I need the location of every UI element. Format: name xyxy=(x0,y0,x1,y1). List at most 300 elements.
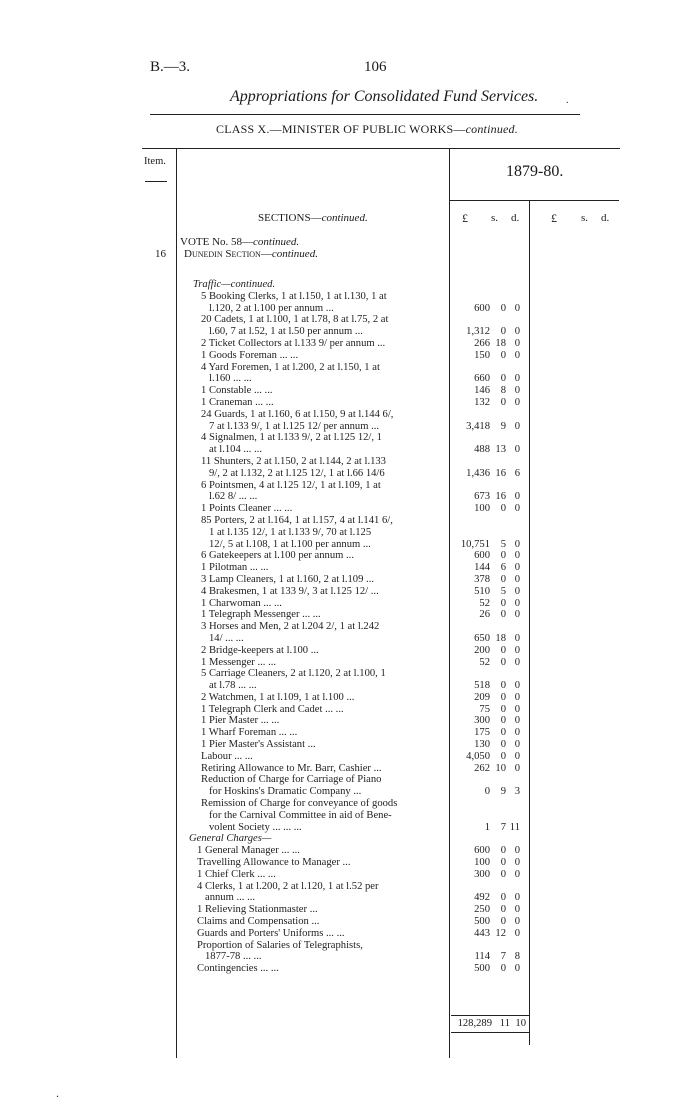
amount-pence: 3 xyxy=(514,786,520,798)
col1-pence-header: d. xyxy=(511,212,520,224)
amount-shillings: 0 xyxy=(500,868,506,880)
total-rule-bottom xyxy=(451,1032,529,1033)
amount-shillings: 0 xyxy=(500,727,506,739)
item-text-line: 4 Clerks, 1 at l.200, 2 at l.120, 1 at l.52 per xyxy=(197,880,379,892)
amount-pence: 0 xyxy=(514,762,520,774)
item-amount xyxy=(454,338,524,350)
amount-shillings: 0 xyxy=(500,644,506,656)
amount-pence: 0 xyxy=(514,573,520,585)
item-text-line: Reduction of Charge for Carriage of Piano xyxy=(201,774,382,786)
amount-pounds: 300 xyxy=(474,715,490,727)
amount-pence: 0 xyxy=(514,892,520,904)
decorative-mark: . xyxy=(566,95,569,106)
item-text-line: Travelling Allowance to Manager ... xyxy=(197,857,351,869)
item-text-line: 1 Wharf Foreman ... ... xyxy=(201,727,298,739)
amount-pounds: 492 xyxy=(474,892,490,904)
item-text-line: l.160 ... ... xyxy=(209,373,252,385)
amount-pounds: 443 xyxy=(474,927,490,939)
amount-shillings: 7 xyxy=(500,951,506,963)
amount-pence: 0 xyxy=(514,927,520,939)
amount-pence: 0 xyxy=(514,585,520,597)
total-rule-top xyxy=(451,1015,529,1016)
item-text-line: 1 Chief Clerk ... ... xyxy=(197,868,276,880)
amount-shillings: 7 xyxy=(500,821,506,833)
amount-pounds: 650 xyxy=(474,632,490,644)
list-item xyxy=(187,361,520,386)
item-amount xyxy=(454,727,524,739)
item-amount xyxy=(454,680,524,692)
amount-shillings: 0 xyxy=(500,396,506,408)
item-rule xyxy=(145,181,167,182)
item-amount xyxy=(454,598,524,610)
section-cont: continued. xyxy=(271,248,318,260)
item-text-line: 4 Brakesmen, 1 at 133 9/, 3 at l.125 12/ ... xyxy=(201,585,379,597)
amount-pence: 0 xyxy=(514,302,520,314)
item-amount xyxy=(454,916,524,928)
item-text-line: 5 Booking Clerks, 1 at l.150, 1 at l.130, 1 at xyxy=(201,290,387,302)
table-top-rule xyxy=(142,148,620,149)
amount-shillings: 0 xyxy=(500,656,506,668)
amount-shillings: 10 xyxy=(495,762,506,774)
item-text-line: 1 Craneman ... ... xyxy=(201,396,274,408)
item-text-line: Retiring Allowance to Mr. Barr, Cashier ... xyxy=(201,762,382,774)
amount-pence: 0 xyxy=(514,739,520,751)
item-text-line: Traffic—continued. xyxy=(193,279,276,290)
amount-shillings: 0 xyxy=(500,916,506,928)
vote-label: VOTE No. 58— xyxy=(180,236,254,248)
item-number: 16 xyxy=(155,248,166,260)
amount-shillings: 0 xyxy=(500,845,506,857)
item-text-line: 4 Yard Foremen, 1 at l.200, 2 at l.150, 1 at xyxy=(201,361,380,373)
item-amount xyxy=(454,715,524,727)
item-text-line: 1 Pier Master's Assistant ... xyxy=(201,739,316,751)
amount-shillings: 0 xyxy=(500,550,506,562)
item-text-line: Proportion of Salaries of Telegraphists, xyxy=(197,939,363,951)
amount-pence: 0 xyxy=(514,562,520,574)
item-text-line: 3 Horses and Men, 2 at l.204 2/, 1 at l.242 xyxy=(201,621,380,633)
item-amount xyxy=(454,444,524,456)
amount-pounds: 266 xyxy=(474,337,490,349)
item-amount xyxy=(454,586,524,598)
amount-shillings: 0 xyxy=(500,373,506,385)
list-item xyxy=(187,868,520,881)
page-id: B.—3. xyxy=(150,59,191,75)
item-text-line: 6 Pointsmen, 4 at l.125 12/, 1 at l.109, 1 at xyxy=(201,479,381,491)
amount-pounds: 300 xyxy=(474,868,490,880)
total-pence: 10 xyxy=(515,1018,526,1029)
list-item xyxy=(187,432,520,456)
amount-shillings: 13 xyxy=(495,444,506,456)
amount-pence: 0 xyxy=(514,963,520,975)
list-item xyxy=(187,880,520,905)
item-text-line: 14/ ... ... xyxy=(209,632,244,644)
amount-shillings: 6 xyxy=(500,562,506,574)
list-item xyxy=(187,503,520,515)
item-text-line: 1 at l.135 12/, 1 at l.133 9/, 70 at l.125 xyxy=(209,526,372,538)
list-item xyxy=(187,739,520,751)
item-text-line: 24 Guards, 1 at l.160, 6 at l.150, 9 at l.144 6/, xyxy=(201,408,394,420)
amount-pounds: 378 xyxy=(474,573,490,585)
amount-shillings: 0 xyxy=(500,609,506,621)
section-heading xyxy=(184,248,318,260)
list-item xyxy=(187,715,520,727)
item-text-line: 4 Signalmen, 1 at l.133 9/, 2 at l.125 12/, 1 xyxy=(201,432,382,444)
section-label: Dunedin Section— xyxy=(184,248,272,260)
amount-shillings: 0 xyxy=(500,857,506,869)
item-text-line: annum ... ... xyxy=(205,892,256,904)
item-amount xyxy=(454,373,524,385)
item-amount xyxy=(454,385,524,397)
item-amount xyxy=(454,869,524,881)
amount-pence: 0 xyxy=(514,550,520,562)
item-header: Item. xyxy=(144,156,166,167)
amount-shillings: 8 xyxy=(500,385,506,397)
amount-pence: 0 xyxy=(514,326,520,338)
vote-heading xyxy=(180,236,299,248)
item-text-line: 1 General Manager ... ... xyxy=(197,845,300,857)
item-text-line: 1 Pier Master ... ... xyxy=(201,715,280,727)
amount-pence: 0 xyxy=(514,444,520,456)
amount-pence: 0 xyxy=(514,609,520,621)
amount-shillings: 0 xyxy=(500,739,506,751)
list-item xyxy=(187,857,520,869)
list-item xyxy=(187,455,520,480)
item-text-line: 1 Telegraph Clerk and Cadet ... ... xyxy=(201,703,344,715)
item-text-line: 1877-78 ... ... xyxy=(205,951,262,963)
class-heading-text: CLASS X.—MINISTER OF PUBLIC WORKS— xyxy=(216,122,466,136)
amount-pence: 0 xyxy=(514,727,520,739)
item-amount xyxy=(454,928,524,940)
item-amount xyxy=(454,892,524,904)
amount-pence: 0 xyxy=(514,503,520,515)
item-amount xyxy=(454,822,524,834)
list-item xyxy=(187,845,520,857)
amount-pounds: 250 xyxy=(474,904,490,916)
item-amount xyxy=(454,421,524,433)
amount-pence: 6 xyxy=(514,467,520,479)
amount-pounds: 510 xyxy=(474,585,490,597)
list-item xyxy=(187,585,520,598)
col1-shillings-header: s. xyxy=(491,212,499,224)
amount-pence: 0 xyxy=(514,632,520,644)
amount-pounds: 150 xyxy=(474,349,490,361)
list-item xyxy=(187,750,520,763)
amount-pounds: 4,050 xyxy=(466,750,490,762)
amount-shillings: 18 xyxy=(495,632,506,644)
item-text-line: for the Carnival Committee in aid of Bene- xyxy=(209,809,392,821)
amount-col-divider-1 xyxy=(449,148,450,1058)
amount-col-divider-2 xyxy=(529,200,530,1045)
item-amount xyxy=(454,645,524,657)
item-text-line: 20 Cadets, 1 at l.100, 1 at l.78, 8 at l.75, 2 at xyxy=(201,314,389,326)
item-text-line: 9/, 2 at l.132, 2 at l.125 12/, 1 at l.66 14/6 xyxy=(209,467,385,479)
amount-pounds: 3,418 xyxy=(466,420,490,432)
amount-pence: 0 xyxy=(514,644,520,656)
list-item xyxy=(187,904,520,916)
item-amount xyxy=(454,562,524,574)
amount-pence: 0 xyxy=(514,868,520,880)
amount-pounds: 144 xyxy=(474,562,490,574)
list-item xyxy=(187,597,520,610)
year-rule xyxy=(449,200,619,201)
list-item xyxy=(187,727,520,739)
total-amount xyxy=(450,1018,530,1029)
item-amount xyxy=(454,692,524,704)
list-item xyxy=(187,609,520,621)
item-amount xyxy=(454,539,524,551)
amount-shillings: 9 xyxy=(500,786,506,798)
sections-label: SECTIONS— xyxy=(258,212,322,224)
amount-shillings: 5 xyxy=(500,538,506,550)
item-text-line: 11 Shunters, 2 at l.150, 2 at l.144, 2 at l.133 xyxy=(201,455,386,467)
list-item xyxy=(187,762,520,775)
col2-pounds-header: £ xyxy=(551,211,557,225)
amount-pence: 0 xyxy=(514,691,520,703)
amount-pounds: 1 xyxy=(484,821,490,833)
amount-shillings: 0 xyxy=(500,691,506,703)
item-text-line: Remission of Charge for conveyance of goods xyxy=(201,798,398,810)
item-amount xyxy=(454,845,524,857)
item-amount xyxy=(454,763,524,775)
amount-pence: 0 xyxy=(514,715,520,727)
item-text-line: at l.78 ... ... xyxy=(209,680,257,692)
list-item xyxy=(187,573,520,586)
amount-pounds: 52 xyxy=(479,597,490,609)
amount-shillings: 5 xyxy=(500,585,506,597)
amount-shillings: 12 xyxy=(495,927,506,939)
amount-pounds: 488 xyxy=(474,444,490,456)
item-text-line: 5 Carriage Cleaners, 2 at l.120, 2 at l.100, 1 xyxy=(201,668,386,680)
item-text-line: 12/, 5 at l.108, 1 at l.100 per annum ... xyxy=(209,538,371,550)
amount-shillings: 0 xyxy=(500,703,506,715)
amount-shillings: 0 xyxy=(500,326,506,338)
item-text-line: Guards and Porters' Uniforms ... ... xyxy=(197,927,345,939)
col2-pence-header: d. xyxy=(601,212,610,224)
list-item xyxy=(187,479,520,504)
col2-shillings-header: s. xyxy=(581,212,589,224)
list-item xyxy=(187,337,520,350)
amount-pounds: 114 xyxy=(474,951,490,963)
amount-pounds: 0 xyxy=(484,786,490,798)
amount-pence: 0 xyxy=(514,916,520,928)
amount-pence: 0 xyxy=(514,656,520,668)
amount-shillings: 16 xyxy=(495,467,506,479)
item-amount xyxy=(454,963,524,975)
amount-pounds: 26 xyxy=(479,609,490,621)
list-item xyxy=(187,314,520,338)
amount-pounds: 100 xyxy=(474,503,490,515)
amount-pounds: 130 xyxy=(474,739,490,751)
amount-shillings: 0 xyxy=(500,349,506,361)
amount-shillings: 0 xyxy=(500,597,506,609)
list-item xyxy=(187,939,520,964)
list-item xyxy=(187,385,520,397)
item-text-line: Contingencies ... ... xyxy=(197,963,279,975)
item-text-line: 1 Charwoman ... ... xyxy=(201,597,282,609)
vote-cont: continued. xyxy=(253,236,300,248)
list-item xyxy=(187,691,520,704)
total-pounds: 128,289 xyxy=(457,1018,492,1029)
amount-pence: 0 xyxy=(514,857,520,869)
item-col-divider xyxy=(176,148,177,1058)
item-text-line: l.62 8/ ... ... xyxy=(209,491,258,503)
list-item xyxy=(187,396,520,409)
amount-shillings: 18 xyxy=(495,337,506,349)
amount-pence: 0 xyxy=(514,680,520,692)
amount-pence: 0 xyxy=(514,385,520,397)
amount-pounds: 673 xyxy=(474,491,490,503)
amount-pence: 0 xyxy=(514,491,520,503)
total-shillings: 11 xyxy=(499,1018,510,1029)
amount-pounds: 660 xyxy=(474,373,490,385)
amount-shillings: 9 xyxy=(500,420,506,432)
amount-pounds: 146 xyxy=(474,385,490,397)
class-heading xyxy=(216,122,518,137)
item-text-line: 85 Porters, 2 at l.164, 1 at l.157, 4 at l.141 6/, xyxy=(201,514,393,526)
col1-pounds-header: £ xyxy=(462,211,468,225)
amount-shillings: 0 xyxy=(500,680,506,692)
item-amount xyxy=(454,704,524,716)
page-number: 106 xyxy=(364,59,387,75)
item-text-line: 1 Constable ... ... xyxy=(201,385,273,397)
list-item xyxy=(187,562,520,574)
item-text-line: at l.104 ... ... xyxy=(209,444,262,456)
list-item xyxy=(187,668,520,692)
list-item xyxy=(187,774,520,798)
list-item xyxy=(187,644,520,657)
amount-pounds: 10,751 xyxy=(460,538,490,550)
item-text-line: 1 Messenger ... ... xyxy=(201,656,277,668)
amount-pounds: 500 xyxy=(474,916,490,928)
list-item xyxy=(187,703,520,716)
amount-pounds: 1,436 xyxy=(466,467,490,479)
item-text-line: 1 Pilotman ... ... xyxy=(201,562,269,574)
page-title: Appropriations for Consolidated Fund Services. xyxy=(230,88,539,105)
item-amount xyxy=(454,739,524,751)
sections-heading xyxy=(258,212,368,224)
item-amount xyxy=(454,468,524,480)
item-amount xyxy=(454,609,524,621)
list-item xyxy=(187,916,520,928)
margin-mark: . xyxy=(56,1086,59,1100)
amount-pence: 0 xyxy=(514,845,520,857)
amount-pounds: 100 xyxy=(474,857,490,869)
item-amount xyxy=(454,303,524,315)
item-text-line: 1 Telegraph Messenger ... ... xyxy=(201,609,321,621)
amount-shillings: 0 xyxy=(500,573,506,585)
item-amount xyxy=(454,550,524,562)
item-text-line: 2 Watchmen, 1 at l.109, 1 at l.100 ... xyxy=(201,691,355,703)
item-text-line: for Hoskins's Dramatic Company ... xyxy=(209,786,362,798)
item-amount xyxy=(454,857,524,869)
amount-pence: 0 xyxy=(514,373,520,385)
amount-shillings: 0 xyxy=(500,302,506,314)
amount-pounds: 600 xyxy=(474,302,490,314)
amount-pounds: 209 xyxy=(474,691,490,703)
item-amount xyxy=(454,503,524,515)
class-heading-cont: continued. xyxy=(465,122,518,136)
item-text-line: General Charges— xyxy=(189,833,272,845)
amount-shillings: 0 xyxy=(500,904,506,916)
list-item xyxy=(187,963,520,975)
item-text-line: 2 Bridge-keepers at l.100 ... xyxy=(201,644,319,656)
item-text-line: 2 Ticket Collectors at l.133 9/ per annum ... xyxy=(201,337,386,349)
amount-shillings: 0 xyxy=(500,963,506,975)
amount-pence: 8 xyxy=(514,951,520,963)
item-text-line: 7 at l.133 9/, 1 at l.125 12/ per annum ... xyxy=(209,420,380,432)
amount-shillings: 16 xyxy=(495,491,506,503)
item-text-line: Claims and Compensation ... xyxy=(197,916,320,928)
item-amount xyxy=(454,397,524,409)
item-text-line: l.120, 2 at l.100 per annum ... xyxy=(209,302,334,314)
list-item xyxy=(187,656,520,669)
amount-pounds: 52 xyxy=(479,656,490,668)
amount-pence: 0 xyxy=(514,703,520,715)
sections-cont: continued. xyxy=(321,212,368,224)
amount-pence: 0 xyxy=(514,396,520,408)
amount-pence: 0 xyxy=(514,538,520,550)
amount-pounds: 132 xyxy=(474,396,490,408)
list-item xyxy=(187,550,520,562)
amount-shillings: 0 xyxy=(500,892,506,904)
item-text-line: 1 Points Cleaner ... ... xyxy=(201,503,293,515)
amount-pence: 11 xyxy=(509,821,520,833)
title-rule xyxy=(150,114,580,115)
amount-shillings: 0 xyxy=(500,715,506,727)
amount-pounds: 518 xyxy=(474,680,490,692)
item-amount xyxy=(454,904,524,916)
item-text-line: 1 Relieving Stationmaster ... xyxy=(197,904,318,916)
item-amount xyxy=(454,786,524,798)
list-item xyxy=(187,408,520,433)
amount-pounds: 262 xyxy=(474,762,490,774)
item-amount xyxy=(454,574,524,586)
list-heading xyxy=(187,833,449,845)
amount-shillings: 0 xyxy=(500,503,506,515)
amount-pounds: 200 xyxy=(474,644,490,656)
amount-pence: 0 xyxy=(514,349,520,361)
amount-pence: 0 xyxy=(514,420,520,432)
list-item xyxy=(187,621,520,645)
item-amount xyxy=(454,350,524,362)
amount-shillings: 0 xyxy=(500,750,506,762)
amount-pounds: 75 xyxy=(479,703,490,715)
amount-pounds: 500 xyxy=(474,963,490,975)
list-item xyxy=(187,514,520,550)
amount-pence: 0 xyxy=(514,750,520,762)
item-text-line: l.60, 7 at l.52, 1 at l.50 per annum ... xyxy=(209,326,363,338)
amount-pence: 0 xyxy=(514,904,520,916)
item-amount xyxy=(454,633,524,645)
item-amount xyxy=(454,951,524,963)
item-amount xyxy=(454,751,524,763)
year-header: 1879-80. xyxy=(506,163,564,180)
item-text-line: 3 Lamp Cleaners, 1 at l.160, 2 at l.109 ... xyxy=(201,573,374,585)
item-text-line: Labour ... ... xyxy=(201,750,253,762)
item-text-line: 1 Goods Foreman ... ... xyxy=(201,349,299,361)
amount-pounds: 600 xyxy=(474,550,490,562)
list-item xyxy=(187,349,520,362)
amount-pounds: 175 xyxy=(474,727,490,739)
amount-pounds: 1,312 xyxy=(466,326,490,338)
list-item xyxy=(187,927,520,940)
list-item xyxy=(187,290,520,315)
amount-pounds: 600 xyxy=(474,845,490,857)
items-list xyxy=(187,279,520,975)
amount-pence: 0 xyxy=(514,337,520,349)
list-heading xyxy=(187,279,449,291)
item-amount xyxy=(454,326,524,338)
